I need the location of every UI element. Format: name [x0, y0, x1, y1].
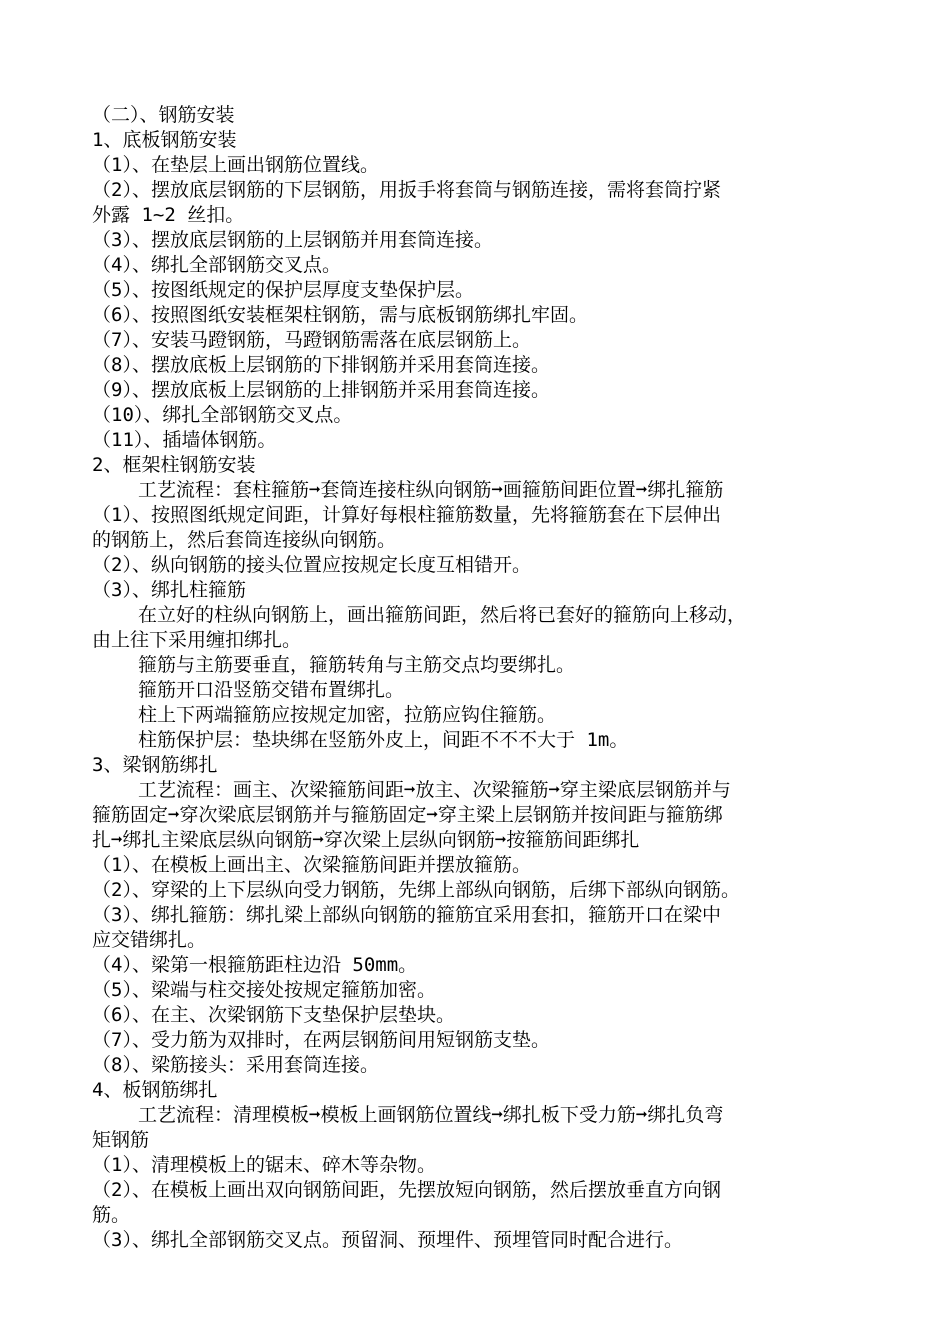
paragraph-line: 柱筋保护层：垫块绑在竖筋外皮上，间距不不不大于 1m。 [138, 729, 629, 751]
paragraph-line: （1）、在模板上画出主、次梁箍筋间距并摆放箍筋。 [92, 854, 531, 876]
paragraph-line: （9）、摆放底板上层钢筋的上排钢筋并采用套筒连接。 [92, 379, 550, 401]
paragraph-line: （8）、梁筋接头：采用套筒连接。 [92, 1054, 379, 1076]
paragraph-line: 应交错绑扎。 [92, 929, 207, 951]
paragraph-line: （2）、在模板上画出双向钢筋间距，先摆放短向钢筋，然后摆放垂直方向钢 [92, 1179, 721, 1201]
paragraph-line: 箍筋与主筋要垂直，箍筋转角与主筋交点均要绑扎。 [138, 654, 576, 676]
process-flow-line: 箍筋固定➞穿次梁底层钢筋并与箍筋固定➞穿主梁上层钢筋并按间距与箍筋绑 [92, 804, 723, 826]
paragraph-line: （6）、按照图纸安装框架柱钢筋，需与底板钢筋绑扎牢固。 [92, 304, 588, 326]
paragraph-line: 由上往下采用缠扣绑扎。 [92, 629, 302, 651]
process-flow-line: 矩钢筋 [92, 1129, 150, 1151]
paragraph-line: 外露 1~2 丝扣。 [92, 204, 245, 226]
paragraph-line: 箍筋开口沿竖筋交错布置绑扎。 [138, 679, 405, 701]
paragraph-line: （7）、安装马蹬钢筋，马蹬钢筋需落在底层钢筋上。 [92, 329, 531, 351]
process-flow-line: 工艺流程：画主、次梁箍筋间距➞放主、次梁箍筋➞穿主梁底层钢筋并与 [138, 779, 731, 801]
paragraph-line: 柱上下两端箍筋应按规定加密，拉筋应钩住箍筋。 [138, 704, 557, 726]
paragraph-line: （1）、清理模板上的锯末、碎木等杂物。 [92, 1154, 436, 1176]
paragraph-line: （2）、摆放底层钢筋的下层钢筋，用扳手将套筒与钢筋连接，需将套筒拧紧 [92, 179, 721, 201]
paragraph-line: （10）、绑扎全部钢筋交叉点。 [92, 404, 353, 426]
paragraph-line: （6）、在主、次梁钢筋下支垫保护层垫块。 [92, 1004, 455, 1026]
paragraph-line: （2）、纵向钢筋的接头位置应按规定长度互相错开。 [92, 554, 531, 576]
paragraph-line: （4）、梁第一根箍筋距柱边沿 50mm。 [92, 954, 418, 976]
process-flow-line: 工艺流程：套柱箍筋➞套筒连接柱纵向钢筋➞画箍筋间距位置➞绑扎箍筋 [138, 479, 724, 501]
paragraph-line: （5）、梁端与柱交接处按规定箍筋加密。 [92, 979, 436, 1001]
paragraph-line: （3）、绑扎柱箍筋 [92, 579, 246, 601]
paragraph-line: （4）、绑扎全部钢筋交叉点。 [92, 254, 341, 276]
subsection-heading-floor-slab: 1、底板钢筋安装 [92, 129, 237, 151]
paragraph-line: 在立好的柱纵向钢筋上，画出箍筋间距，然后将已套好的箍筋向上移动， [138, 604, 747, 626]
paragraph-line: （7）、受力筋为双排时，在两层钢筋间用短钢筋支垫。 [92, 1029, 550, 1051]
paragraph-line: 筋。 [92, 1204, 131, 1226]
subsection-heading-frame-column: 2、框架柱钢筋安装 [92, 454, 256, 476]
process-flow-line: 工艺流程：清理模板➞模板上画钢筋位置线➞绑扎板下受力筋➞绑扎负弯 [138, 1104, 724, 1126]
paragraph-line: （3）、绑扎全部钢筋交叉点。预留洞、预埋件、预埋管同时配合进行。 [92, 1229, 683, 1251]
paragraph-line: （5）、按图纸规定的保护层厚度支垫保护层。 [92, 279, 474, 301]
document-body [92, 103, 862, 1253]
paragraph-line: （2）、穿梁的上下层纵向受力钢筋，先绑上部纵向钢筋，后绑下部纵向钢筋。 [92, 879, 740, 901]
subsection-heading-slab: 4、板钢筋绑扎 [92, 1079, 218, 1101]
process-flow-line: 扎➞绑扎主梁底层纵向钢筋➞穿次梁上层纵向钢筋➞按箍筋间距绑扎 [92, 829, 640, 851]
paragraph-line: （3）、绑扎箍筋：绑扎梁上部纵向钢筋的箍筋宜采用套扣，箍筋开口在梁中 [92, 904, 721, 926]
paragraph-line: （1）、在垫层上画出钢筋位置线。 [92, 154, 379, 176]
paragraph-line: （1）、按照图纸规定间距，计算好每根柱箍筋数量，先将箍筋套在下层伸出 [92, 504, 721, 526]
section-heading-rebar-installation: （二）、钢筋安装 [92, 104, 235, 126]
paragraph-line: （3）、摆放底层钢筋的上层钢筋并用套筒连接。 [92, 229, 493, 251]
paragraph-line: 的钢筋上，然后套筒连接纵向钢筋。 [92, 529, 397, 551]
paragraph-line: （8）、摆放底板上层钢筋的下排钢筋并采用套筒连接。 [92, 354, 550, 376]
paragraph-line: （11）、插墙体钢筋。 [92, 429, 277, 451]
subsection-heading-beam: 3、梁钢筋绑扎 [92, 754, 218, 776]
